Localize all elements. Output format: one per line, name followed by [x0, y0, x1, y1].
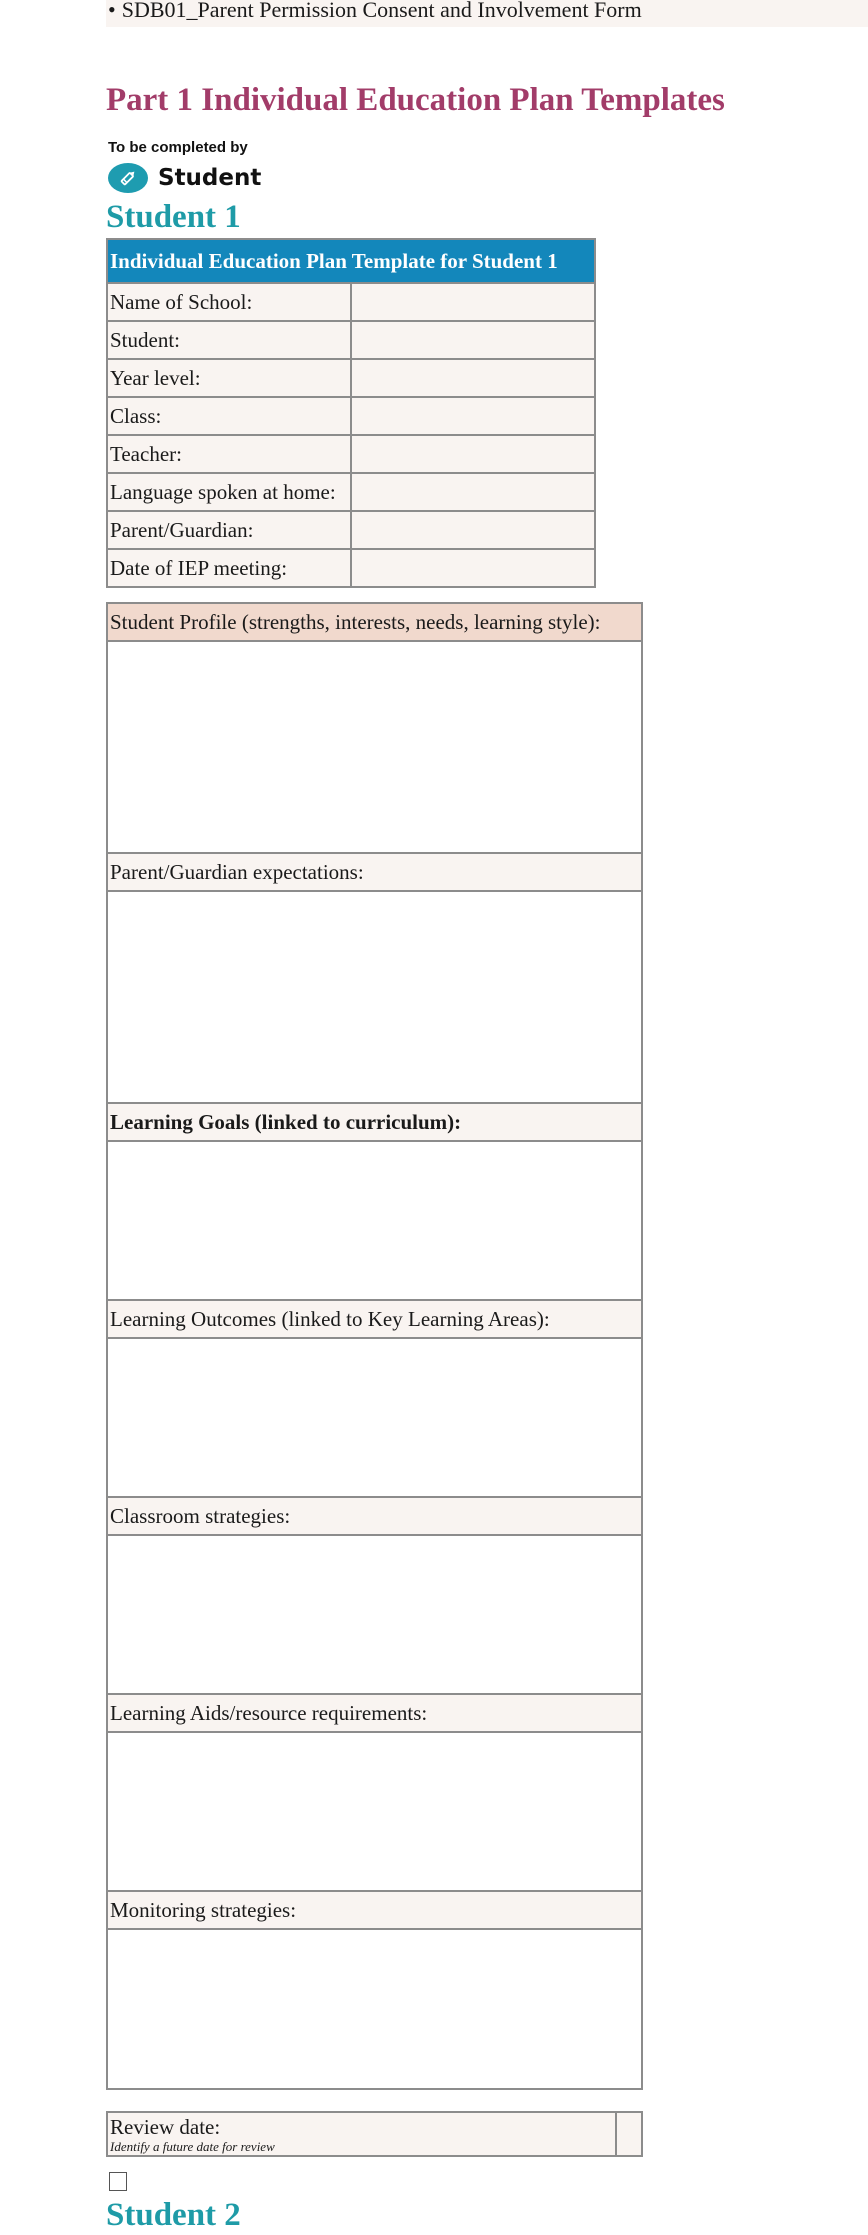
completed-by-role [108, 161, 261, 195]
section-label-classroom-strategies: Classroom strategies: [107, 1497, 642, 1535]
next-student-heading: Student 2 [106, 2197, 241, 2233]
table-row [107, 511, 595, 549]
answer-learning-goals[interactable] [107, 1141, 642, 1300]
table-row [107, 359, 595, 397]
resource-list-item [108, 0, 642, 24]
table-row [107, 397, 595, 435]
review-date-input[interactable] [616, 2112, 642, 2156]
field-label-iep-date: Date of IEP meeting: [107, 549, 351, 587]
review-date-table [106, 2111, 643, 2157]
answer-learning-aids[interactable] [107, 1732, 642, 1891]
field-label-school: Name of School: [107, 283, 351, 321]
field-input-class[interactable] [351, 397, 595, 435]
field-input-language[interactable] [351, 473, 595, 511]
field-label-student: Student: [107, 321, 351, 359]
iep-table-header: Individual Education Plan Template for Student 1 [107, 239, 595, 283]
table-row [107, 435, 595, 473]
table-row [107, 321, 595, 359]
resource-link-text: SDB01_Parent Permission Consent and Involvement Form [121, 0, 642, 22]
field-input-student[interactable] [351, 321, 595, 359]
answer-student-profile[interactable] [107, 641, 642, 853]
section-label-parent-expectations: Parent/Guardian expectations: [107, 853, 642, 891]
table-row [107, 283, 595, 321]
answer-parent-expectations[interactable] [107, 891, 642, 1103]
section-label-monitoring: Monitoring strategies: [107, 1891, 642, 1929]
table-row [107, 549, 595, 587]
field-label-class: Class: [107, 397, 351, 435]
section-label-learning-outcomes: Learning Outcomes (linked to Key Learning Areas): [107, 1300, 642, 1338]
field-input-iep-date[interactable] [351, 549, 595, 587]
iep-info-table [106, 238, 596, 588]
iep-profile-table [106, 602, 643, 2090]
table-row [107, 473, 595, 511]
completion-checkbox[interactable] [109, 2172, 127, 2191]
answer-learning-outcomes[interactable] [107, 1338, 642, 1497]
part-title: Part 1 Individual Education Plan Templates [106, 82, 725, 118]
completed-by-label: To be completed by [108, 139, 248, 156]
section-label-learning-goals: Learning Goals (linked to curriculum): [107, 1103, 642, 1141]
answer-classroom-strategies[interactable] [107, 1535, 642, 1694]
section-label-learning-aids: Learning Aids/resource requirements: [107, 1694, 642, 1732]
review-date-cell [107, 2112, 616, 2156]
bullet: • [108, 0, 116, 22]
field-label-language: Language spoken at home: [107, 473, 351, 511]
section-label-student-profile: Student Profile (strengths, interests, needs, learning style): [107, 603, 642, 641]
field-label-year-level: Year level: [107, 359, 351, 397]
field-label-parent: Parent/Guardian: [107, 511, 351, 549]
review-date-label: Review date: [110, 2115, 221, 2139]
field-input-school[interactable] [351, 283, 595, 321]
pencil-icon [108, 163, 148, 193]
answer-monitoring[interactable] [107, 1929, 642, 2089]
field-input-parent[interactable] [351, 511, 595, 549]
review-date-hint: Identify a future date for review [110, 2139, 275, 2154]
student-heading: Student 1 [106, 199, 241, 235]
role-label: Student [158, 165, 262, 191]
field-input-teacher[interactable] [351, 435, 595, 473]
field-label-teacher: Teacher: [107, 435, 351, 473]
field-input-year-level[interactable] [351, 359, 595, 397]
